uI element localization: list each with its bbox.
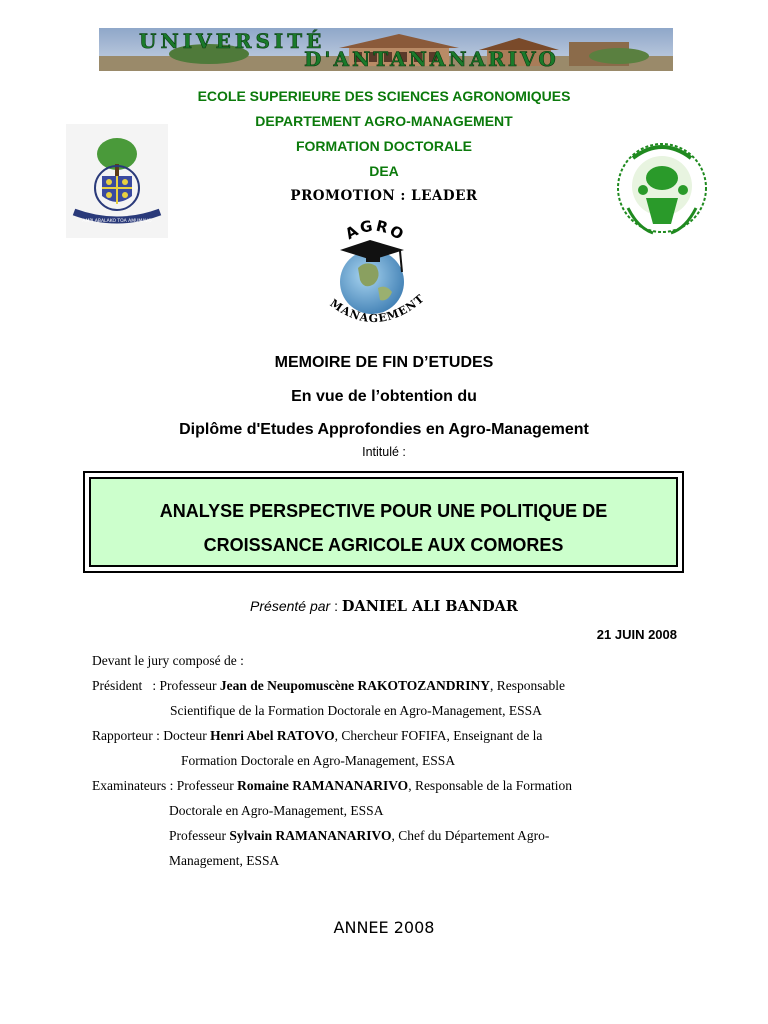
- logo-top-text: AGRO: [342, 216, 409, 245]
- promotion-label: PROMOTION : LEADER: [290, 188, 478, 204]
- presenter-sep: :: [330, 598, 342, 614]
- presenter-label: Présenté par: [250, 598, 331, 614]
- examinateur1-role: Examinateurs : Professeur: [92, 778, 238, 793]
- jury-intro: Devant le jury composé de :: [92, 653, 244, 668]
- logo-bottom-text: MANAGEMENT: [327, 291, 428, 326]
- rapporteur-desc1: , Chercheur FOFIFA, Enseignant de la: [334, 728, 543, 743]
- jury-president: [92, 673, 712, 698]
- jury-examinateur1: [92, 773, 712, 798]
- president-desc2: Scientifique de la Formation Doctorale en Agro-Management, ESSA: [170, 703, 542, 718]
- university-banner-image: [99, 28, 673, 71]
- president-name: Jean de Neupomuscène RAKOTOZANDRINY: [219, 678, 490, 693]
- examinateur1-desc1: , Responsable de la Formation: [408, 778, 573, 793]
- presenter-name: DANIEL ALI BANDAR: [341, 598, 518, 615]
- thesis-title-line1: ANALYSE PERSPECTIVE POUR UNE POLITIQUE DE: [159, 501, 608, 521]
- presenter-line: [0, 598, 768, 615]
- examinateur2-role: Professeur: [169, 828, 230, 843]
- examinateur2-desc1: , Chef du Département Agro-: [391, 828, 550, 843]
- rapporteur-name: Henri Abel RATOVO: [210, 728, 335, 743]
- formation-name: FORMATION DOCTORALE: [295, 138, 473, 154]
- examinateur2-name: Sylvain RAMANANARIVO: [229, 828, 392, 843]
- rapporteur-desc2: Formation Doctorale en Agro-Management, ESSA: [181, 753, 456, 768]
- school-name: ECOLE SUPERIEURE DES SCIENCES AGRONOMIQUES: [197, 88, 571, 104]
- examinateur2-desc2: Management, ESSA: [169, 853, 280, 868]
- memoire-title: MEMOIRE DE FIN D’ETUDES: [274, 354, 494, 371]
- seal-motto: AMPI ABALAKO TOA AMUMAVO: [82, 219, 152, 224]
- obtention-line: En vue de l’obtention du: [291, 388, 477, 405]
- president-desc1: , Responsable: [490, 678, 565, 693]
- year-label: ANNEE 2008: [333, 918, 435, 937]
- jury-examinateur2: [92, 823, 712, 848]
- examinateur1-name: Romaine RAMANANARIVO: [237, 778, 409, 793]
- diploma-line: Diplôme d'Etudes Approfondies en Agro-Management: [179, 421, 589, 438]
- banner-line2: D'ANTANANARIVO: [304, 47, 559, 71]
- jury-section: [92, 648, 712, 873]
- president-role: Président : Professeur: [92, 678, 220, 693]
- defense-date: 21 JUIN 2008: [596, 627, 677, 642]
- examinateur1-desc2: Doctorale en Agro-Management, ESSA: [169, 803, 384, 818]
- jury-rapporteur: [92, 723, 712, 748]
- intitule-label: Intitulé :: [362, 445, 406, 459]
- banner-line1: UNIVERSITÉ: [139, 29, 326, 53]
- agro-management-logo: [320, 210, 428, 340]
- svg-text:AGRO: [342, 216, 408, 244]
- rapporteur-role: Rapporteur : Docteur: [92, 728, 211, 743]
- thesis-title-line2: CROISSANCE AGRICOLE AUX COMORES: [203, 535, 564, 555]
- department-name: DEPARTEMENT AGRO-MANAGEMENT: [255, 113, 513, 129]
- dea-label: DEA: [369, 163, 399, 179]
- university-banner: [99, 28, 673, 71]
